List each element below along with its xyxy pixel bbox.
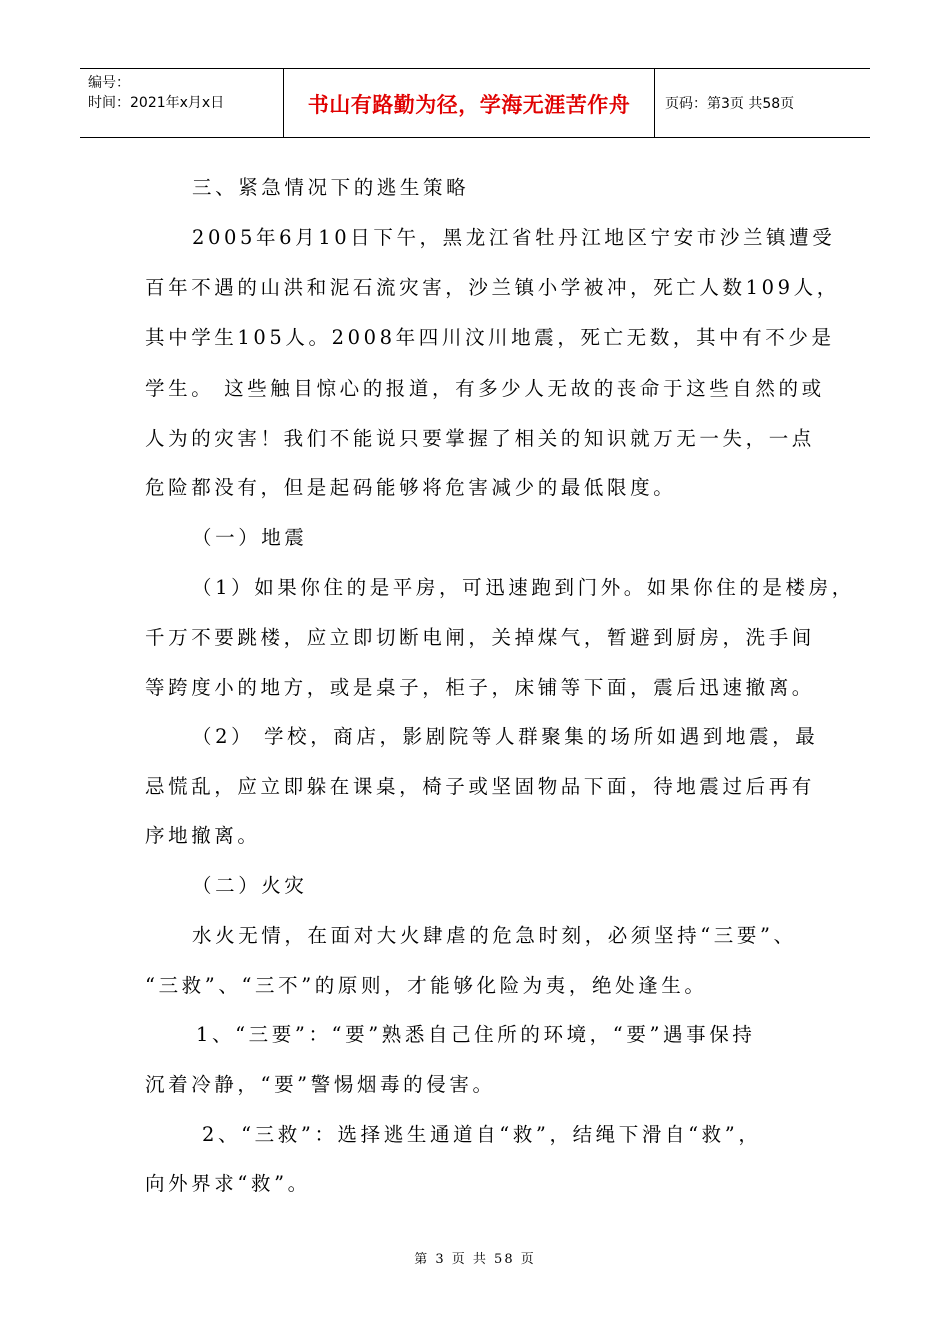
section-heading: 三、紧急情况下的逃生策略 bbox=[192, 176, 470, 199]
paragraph-line: 其中学生105人。2008年四川汶川地震，死亡无数，其中有不少是 bbox=[145, 326, 835, 349]
paragraph-line: 2、“三救”：选择逃生通道自“救”，结绳下滑自“救”， bbox=[202, 1123, 762, 1146]
page-header bbox=[80, 68, 870, 138]
paragraph-line: 向外界求“救”。 bbox=[145, 1172, 311, 1195]
header-meta bbox=[88, 73, 224, 113]
paragraph-line: 等跨度小的地方，或是桌子，柜子，床铺等下面，震后迅速撤离。 bbox=[145, 676, 815, 699]
paragraph-line: 学生。 这些触目惊心的报道，有多少人无故的丧命于这些自然的或 bbox=[145, 377, 825, 400]
header-divider bbox=[654, 69, 655, 137]
paragraph-line: 序地撤离。 bbox=[145, 824, 261, 847]
paragraph-line: 1、“三要”：“要”熟悉自己住所的环境，“要”遇事保持 bbox=[196, 1023, 756, 1046]
paragraph-line: （2） 学校，商店，影剧院等人群聚集的场所如遇到地震，最 bbox=[192, 725, 819, 748]
paragraph-line: 忌慌乱，应立即躲在课桌，椅子或坚固物品下面，待地震过后再有 bbox=[145, 775, 815, 798]
paragraph-line: “三救”、“三不”的原则，才能够化险为夷，绝处逢生。 bbox=[145, 974, 708, 997]
subsection-heading: （一）地震 bbox=[192, 526, 308, 549]
page-footer: 第 3 页 共 58 页 bbox=[414, 1252, 536, 1267]
paragraph-line: 百年不遇的山洪和泥石流灾害，沙兰镇小学被冲，死亡人数109人， bbox=[145, 276, 840, 299]
paragraph-line: 千万不要跳楼，应立即切断电闸，关掉煤气，暂避到厨房，洗手间 bbox=[145, 626, 815, 649]
paragraph-line: 沉着冷静，“要”警惕烟毒的侵害。 bbox=[145, 1073, 496, 1096]
paragraph-line: （1）如果你住的是平房，可迅速跑到门外。如果你住的是楼房， bbox=[192, 576, 855, 599]
document-date-label: 时间：2021年x月x日 bbox=[88, 95, 225, 111]
paragraph-line: 人为的灾害！我们不能说只要掌握了相关的知识就万无一失，一点 bbox=[145, 427, 815, 450]
paragraph-line: 水火无情，在面对大火肆虐的危急时刻，必须坚持“三要”、 bbox=[192, 924, 797, 947]
header-motto: 书山有路勤为径，学海无涯苦作舟 bbox=[307, 93, 631, 117]
subsection-heading: （二）火灾 bbox=[192, 874, 308, 897]
document-number-label: 编号： bbox=[88, 75, 130, 91]
paragraph-line: 危险都没有，但是起码能够将危害减少的最低限度。 bbox=[145, 476, 677, 499]
paragraph-line: 2005年6月10日下午，黑龙江省牡丹江地区宁安市沙兰镇遭受 bbox=[192, 226, 836, 249]
header-page-number: 页码：第3页 共58页 bbox=[665, 96, 795, 112]
